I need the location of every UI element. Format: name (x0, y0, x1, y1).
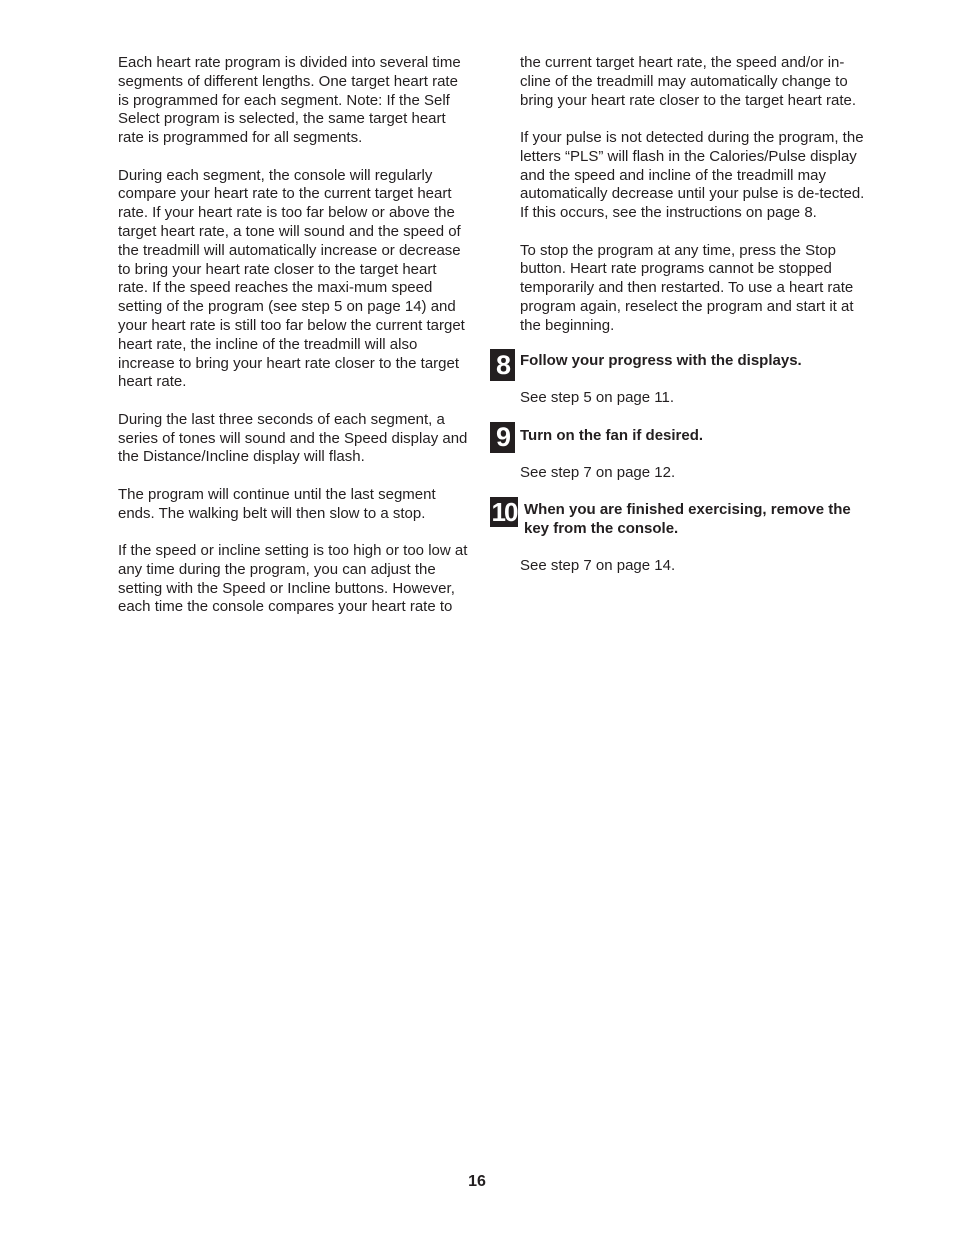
step-title: Follow your progress with the displays. (520, 352, 802, 370)
paragraph-program-end: The program will continue until the last segment ends. The walking belt will then slow to a stop. (118, 485, 436, 522)
paragraph-adjust-settings: If the speed or incline setting is too high or too low at any time during the program, you can adjust the setting with the Speed or Incline buttons. However, each time the console compares your heart rate to (118, 541, 468, 616)
paragraph-segments: Each heart rate program is divided into several time segments of different lengths. One target heart rate is programmed for each segment. Note: If the Self Select program is selected, the same target heart rate is programmed for all segments. (118, 54, 461, 147)
step-number-badge: 9 (490, 422, 515, 453)
step-10 (491, 497, 872, 576)
step-number-badge: 8 (490, 349, 515, 381)
step-8 (495, 350, 872, 408)
left-column (118, 54, 470, 636)
paragraph-tones: During the last three seconds of each segment, a series of tones will sound and the Speed display and the Distance/Incline display will flash. (118, 410, 468, 466)
step-9 (495, 421, 872, 483)
step-body: See step 7 on page 14. (520, 557, 676, 575)
page-number: 16 (468, 1173, 486, 1190)
paragraph-pulse-not-detected: If your pulse is not detected during the program, the letters “PLS” will flash in the Calories/Pulse display and the speed and incline of the treadmill may automatically decrease until your pulse is de-tected. If this occurs, see the instructions on page 8. (520, 128, 865, 222)
paragraph-segment-comparison: During each segment, the console will regularly compare your heart rate to the current target heart rate. If your heart rate is too far below or above the target heart rate, a tone will sound and the speed of the treadmill will automatically increase or decrease to bring your heart rate closer to the target heart rate. If the speed reaches the maxi-mum speed setting of the program (see step 5 on page 14) and your heart rate is still too far below the current target heart rate, the incline of the treadmill will also increase to bring your heart rate closer to the target heart rate. (118, 166, 465, 391)
right-column (491, 54, 872, 595)
step-title: Turn on the fan if desired. (520, 426, 704, 444)
step-title: When you are finished exercising, remove the key from the console. (524, 501, 851, 538)
step-body: See step 7 on page 12. (520, 463, 676, 481)
step-body: See step 5 on page 11. (520, 389, 675, 407)
paragraph-continued: the current target heart rate, the speed and/or in-cline of the treadmill may automatically change to bring your heart rate closer to the target heart rate. (520, 54, 857, 109)
paragraph-stop-program: To stop the program at any time, press the Stop button. Heart rate programs cannot be stopped temporarily and then restarted. To use a heart rate program again, reselect the program and start it at the beginning. (520, 241, 854, 334)
step-number-badge: 10 (491, 497, 517, 528)
